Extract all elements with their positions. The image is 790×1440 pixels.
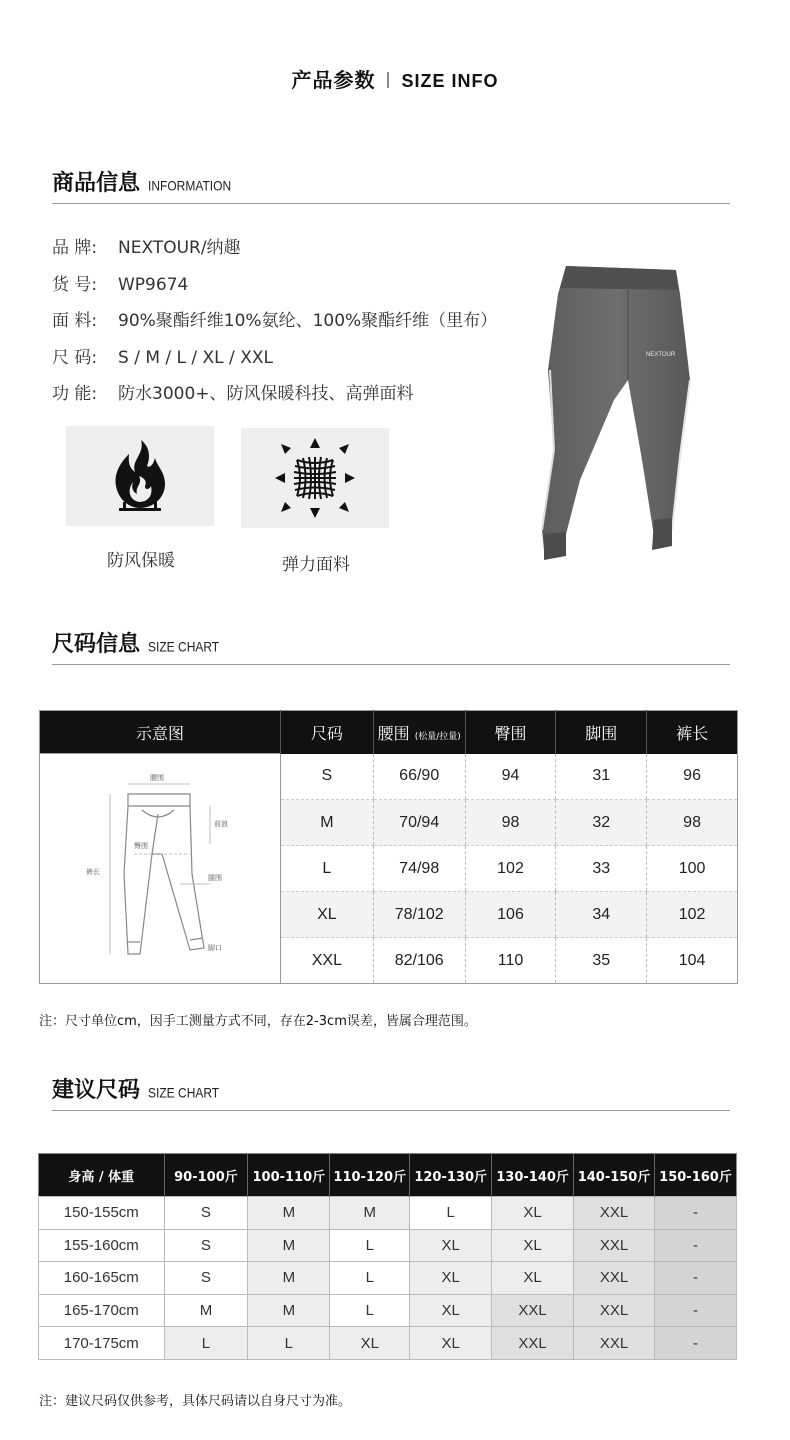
feature-label: 防风保暖 bbox=[107, 551, 175, 571]
info-value: NEXTOUR/纳趣 bbox=[118, 238, 241, 258]
recommend-row bbox=[39, 1294, 737, 1327]
length-cell: 104 bbox=[647, 938, 738, 984]
info-row-function bbox=[52, 379, 532, 416]
waist-cell: 70/94 bbox=[373, 800, 465, 846]
rec-size-cell: S bbox=[164, 1262, 248, 1295]
size-row bbox=[40, 754, 738, 800]
header-waist-label: 腰围 bbox=[377, 723, 410, 743]
info-value: 防水3000+、防风保暖科技、高弹面料 bbox=[118, 384, 414, 404]
pants-logo-text: NEXTOUR bbox=[646, 352, 676, 358]
hem-cell: 31 bbox=[556, 754, 647, 800]
diagram-label-length: 裤长 bbox=[86, 868, 101, 876]
waist-cell: 66/90 bbox=[373, 754, 465, 800]
rec-size-cell: XL bbox=[410, 1294, 492, 1327]
info-key: 面 料: bbox=[52, 311, 98, 331]
hip-cell: 98 bbox=[465, 800, 556, 846]
size-cell: L bbox=[280, 846, 373, 892]
rec-size-cell: XXL bbox=[574, 1262, 655, 1295]
rec-size-cell: XXL bbox=[492, 1294, 574, 1327]
hem-cell: 33 bbox=[556, 846, 647, 892]
rec-size-cell: L bbox=[410, 1197, 492, 1230]
info-value: 90%聚酯纤维10%氨纶、100%聚酯纤维（里布） bbox=[118, 311, 498, 331]
diagram-label-rise: 前浪 bbox=[214, 820, 229, 828]
height-cell: 160-165cm bbox=[39, 1262, 165, 1295]
recommend-row bbox=[39, 1262, 737, 1295]
page-title bbox=[0, 64, 790, 93]
header-weight-range: 140-150斤 bbox=[574, 1154, 655, 1197]
header-hem: 脚围 bbox=[556, 711, 647, 754]
hem-cell: 34 bbox=[556, 892, 647, 938]
recommend-heading bbox=[52, 1073, 730, 1111]
info-value: WP9674 bbox=[118, 274, 189, 295]
height-cell: 165-170cm bbox=[39, 1294, 165, 1327]
rec-size-cell: XXL bbox=[574, 1229, 655, 1262]
rec-size-cell: XL bbox=[492, 1262, 574, 1295]
diagram-label-thigh: 腿围 bbox=[208, 874, 223, 882]
size-cell: S bbox=[280, 754, 373, 800]
recommend-title-cn: 建议尺码 bbox=[52, 1078, 141, 1103]
rec-size-cell: XL bbox=[492, 1229, 574, 1262]
hem-cell: 35 bbox=[556, 938, 647, 984]
diagram-label-hip: 臀围 bbox=[134, 842, 149, 850]
waist-cell: 78/102 bbox=[373, 892, 465, 938]
header-weight-range: 100-110斤 bbox=[248, 1154, 330, 1197]
info-row-sku bbox=[52, 270, 532, 307]
product-info-list bbox=[52, 233, 532, 416]
length-cell: 102 bbox=[647, 892, 738, 938]
hip-cell: 106 bbox=[465, 892, 556, 938]
feature-windproof-warm bbox=[66, 426, 216, 571]
rec-size-cell: - bbox=[655, 1262, 737, 1295]
info-value: S / M / L / XL / XXL bbox=[118, 347, 273, 368]
size-info-heading bbox=[52, 627, 730, 665]
info-key: 功 能: bbox=[52, 384, 98, 404]
header-weight-range: 90-100斤 bbox=[164, 1154, 248, 1197]
header-waist-note: (松量/拉量) bbox=[414, 731, 461, 742]
rec-size-cell: M bbox=[164, 1294, 248, 1327]
rec-size-cell: L bbox=[330, 1262, 410, 1295]
size-cell: XXL bbox=[280, 938, 373, 984]
rec-size-cell: XL bbox=[410, 1262, 492, 1295]
size-note: 注：尺寸单位cm，因手工测量方式不同，存在2-3cm误差，皆属合理范围。 bbox=[39, 1014, 477, 1029]
rec-size-cell: - bbox=[655, 1229, 737, 1262]
size-chart-header-row bbox=[40, 711, 738, 754]
hip-cell: 110 bbox=[465, 938, 556, 984]
information-title-en: INFORMATION bbox=[148, 177, 232, 195]
diagram-label-waist: 腰围 bbox=[150, 774, 165, 782]
header-length: 裤长 bbox=[647, 711, 738, 754]
recommend-header-row bbox=[39, 1154, 737, 1197]
stretch-icon bbox=[273, 436, 357, 520]
waist-cell: 74/98 bbox=[373, 846, 465, 892]
waist-cell: 82/106 bbox=[373, 938, 465, 984]
feature-stretch-fabric bbox=[241, 428, 391, 575]
recommended-size-table bbox=[38, 1153, 737, 1360]
rec-size-cell: M bbox=[248, 1229, 330, 1262]
pants-measurement-diagram bbox=[40, 754, 279, 978]
page-title-cn: 产品参数 bbox=[291, 68, 376, 92]
rec-size-cell: S bbox=[164, 1229, 248, 1262]
feature-label: 弹力面料 bbox=[282, 555, 350, 575]
recommend-row bbox=[39, 1229, 737, 1262]
rec-size-cell: XXL bbox=[492, 1327, 574, 1360]
length-cell: 98 bbox=[647, 800, 738, 846]
rec-size-cell: M bbox=[248, 1294, 330, 1327]
recommend-row bbox=[39, 1327, 737, 1360]
header-waist bbox=[373, 711, 465, 754]
recommend-title-en: SIZE CHART bbox=[148, 1084, 220, 1102]
recommend-note: 注：建议尺码仅供参考，具体尺码请以自身尺寸为准。 bbox=[39, 1394, 352, 1409]
feature-icon-box bbox=[66, 426, 214, 526]
info-row-fabric bbox=[52, 306, 532, 343]
hip-cell: 94 bbox=[465, 754, 556, 800]
height-cell: 150-155cm bbox=[39, 1197, 165, 1230]
header-size: 尺码 bbox=[280, 711, 373, 754]
rec-size-cell: XL bbox=[410, 1229, 492, 1262]
rec-size-cell: M bbox=[248, 1197, 330, 1230]
information-title-cn: 商品信息 bbox=[52, 171, 141, 196]
rec-size-cell: - bbox=[655, 1197, 737, 1230]
height-cell: 155-160cm bbox=[39, 1229, 165, 1262]
rec-size-cell: - bbox=[655, 1294, 737, 1327]
rec-size-cell: XL bbox=[492, 1197, 574, 1230]
hem-cell: 32 bbox=[556, 800, 647, 846]
hip-cell: 102 bbox=[465, 846, 556, 892]
rec-size-cell: L bbox=[330, 1294, 410, 1327]
info-key: 品 牌: bbox=[52, 238, 98, 258]
diagram-label-hem: 脚口 bbox=[208, 944, 223, 952]
length-cell: 100 bbox=[647, 846, 738, 892]
size-info-title-en: SIZE CHART bbox=[148, 638, 220, 656]
rec-size-cell: XL bbox=[410, 1327, 492, 1360]
size-cell: M bbox=[280, 800, 373, 846]
header-weight-range: 150-160斤 bbox=[655, 1154, 737, 1197]
header-hip: 臀围 bbox=[465, 711, 556, 754]
length-cell: 96 bbox=[647, 754, 738, 800]
header-weight-range: 110-120斤 bbox=[330, 1154, 410, 1197]
rec-size-cell: L bbox=[164, 1327, 248, 1360]
info-key: 尺 码: bbox=[52, 347, 98, 368]
header-diagram: 示意图 bbox=[40, 711, 281, 754]
header-height-weight: 身高 / 体重 bbox=[39, 1154, 165, 1197]
recommend-row bbox=[39, 1197, 737, 1230]
feature-icon-box bbox=[241, 428, 389, 528]
size-info-title-cn: 尺码信息 bbox=[52, 632, 141, 657]
rec-size-cell: S bbox=[164, 1197, 248, 1230]
rec-size-cell: - bbox=[655, 1327, 737, 1360]
info-row-brand bbox=[52, 233, 532, 270]
measurement-diagram bbox=[40, 754, 281, 984]
info-key: 货 号: bbox=[52, 274, 98, 295]
rec-size-cell: M bbox=[248, 1262, 330, 1295]
header-weight-range: 120-130斤 bbox=[410, 1154, 492, 1197]
rec-size-cell: XXL bbox=[574, 1327, 655, 1360]
size-chart-table bbox=[39, 710, 738, 984]
product-pants-image bbox=[530, 260, 705, 565]
rec-size-cell: L bbox=[248, 1327, 330, 1360]
rec-size-cell: M bbox=[330, 1197, 410, 1230]
size-cell: XL bbox=[280, 892, 373, 938]
page-title-en: SIZE INFO bbox=[401, 71, 499, 91]
height-cell: 170-175cm bbox=[39, 1327, 165, 1360]
rec-size-cell: XXL bbox=[574, 1294, 655, 1327]
information-heading bbox=[52, 166, 730, 204]
rec-size-cell: XL bbox=[330, 1327, 410, 1360]
rec-size-cell: L bbox=[330, 1229, 410, 1262]
flame-icon bbox=[105, 436, 175, 516]
header-weight-range: 130-140斤 bbox=[492, 1154, 574, 1197]
title-divider bbox=[387, 72, 389, 88]
rec-size-cell: XXL bbox=[574, 1197, 655, 1230]
info-row-size bbox=[52, 343, 532, 380]
